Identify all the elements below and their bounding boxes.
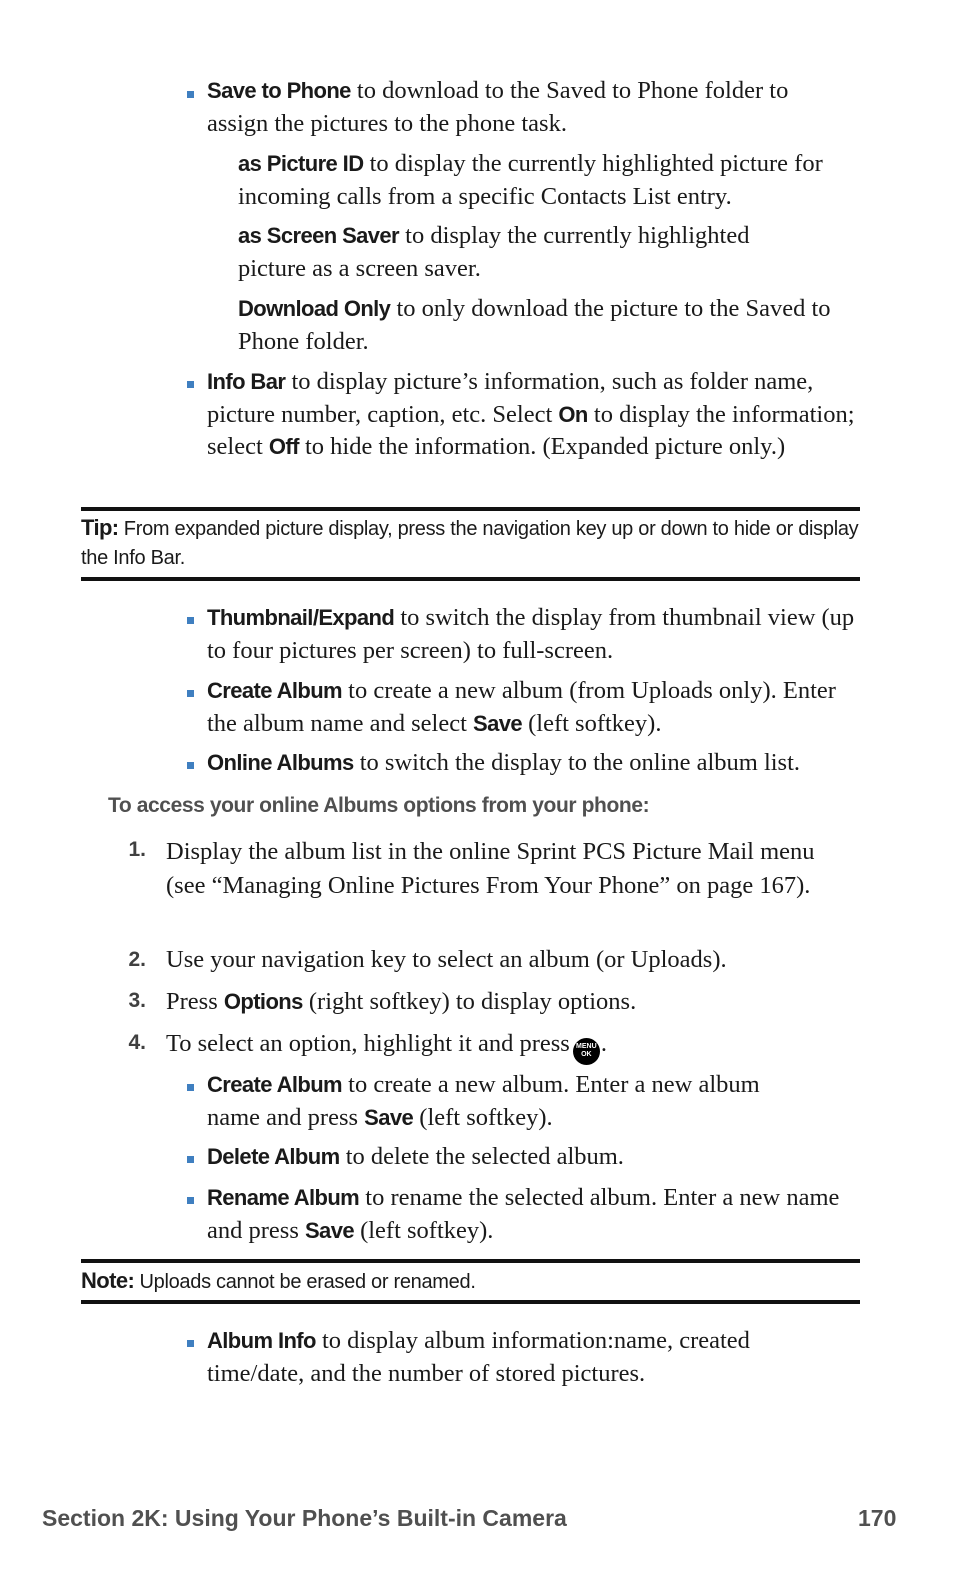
options-softkey-label: Options bbox=[223, 989, 303, 1014]
step-number: 4. bbox=[128, 1031, 146, 1054]
option-text: to switch the display to the online album list. bbox=[359, 749, 801, 776]
option-download-only bbox=[238, 293, 863, 358]
step-1: Display the album list in the online Sprint PCS Picture Mail menu (see “Managing Online Pictures From Your Phone” on page 167). bbox=[166, 838, 815, 899]
section-heading: To access your online Albums options from your phone: bbox=[108, 794, 650, 817]
bullet-icon bbox=[187, 690, 194, 697]
step-4 bbox=[166, 1028, 866, 1065]
bullet-icon bbox=[187, 1084, 194, 1091]
option-info-bar bbox=[207, 366, 857, 464]
option-create-album-online bbox=[207, 1069, 817, 1134]
tip-label: Tip: bbox=[81, 515, 119, 540]
option-thumbnail-expand bbox=[207, 602, 867, 667]
option-label: Album Info bbox=[207, 1328, 316, 1353]
option-album-info bbox=[207, 1325, 837, 1390]
option-label: as Screen Saver bbox=[238, 223, 400, 248]
tip-callout bbox=[81, 513, 861, 573]
option-text: (left softkey). bbox=[360, 1216, 494, 1244]
on-label: On bbox=[558, 401, 588, 427]
option-text: to create a new album (from Uploads only). Enter the album name and select bbox=[207, 677, 836, 737]
option-save-to-phone bbox=[207, 75, 847, 140]
option-text: to display picture’s information, such as folder name, picture number, caption, etc. Select bbox=[207, 368, 814, 428]
option-label: Save to Phone bbox=[207, 78, 351, 103]
save-softkey-label: Save bbox=[473, 710, 522, 736]
option-text: to only download the picture to the Saved to Phone folder. bbox=[238, 295, 831, 355]
option-text: to display the information; select bbox=[207, 400, 855, 460]
note-bottom-rule bbox=[81, 1300, 860, 1304]
bullet-icon bbox=[187, 762, 194, 769]
option-text: to delete the selected album. bbox=[345, 1143, 624, 1170]
option-create-album bbox=[207, 675, 847, 740]
menu-ok-key-icon bbox=[573, 1038, 600, 1065]
step-text: (right softkey) to display options. bbox=[308, 988, 637, 1015]
option-label: as Picture ID bbox=[238, 151, 364, 176]
option-online-albums bbox=[207, 747, 907, 780]
step-number: 1. bbox=[128, 838, 146, 861]
option-text: to create a new album. Enter a new album name and press bbox=[207, 1071, 760, 1131]
tip-top-rule bbox=[81, 507, 860, 511]
note-label: Note: bbox=[81, 1268, 135, 1293]
option-delete-album bbox=[207, 1141, 847, 1174]
option-label: Online Albums bbox=[207, 750, 354, 775]
menu-ok-line: OK bbox=[581, 1051, 592, 1058]
bullet-icon bbox=[187, 617, 194, 624]
step-text: Press bbox=[166, 988, 218, 1015]
note-top-rule bbox=[81, 1259, 860, 1263]
step-text: . bbox=[600, 1030, 607, 1057]
bullet-icon bbox=[187, 1197, 194, 1204]
option-label: Create Album bbox=[207, 678, 343, 703]
option-label: Download Only bbox=[238, 296, 391, 321]
note-callout bbox=[81, 1266, 861, 1297]
option-text: to display album information:name, created time/date, and the number of stored pictures. bbox=[207, 1327, 750, 1387]
footer-section-title: Section 2K: Using Your Phone’s Built-in Camera bbox=[42, 1505, 567, 1531]
menu-ok-line: MENU bbox=[576, 1043, 597, 1050]
tip-text: From expanded picture display, press the navigation key up or down to hide or display the Info Bar. bbox=[81, 518, 859, 569]
option-text: to download to the Saved to Phone folder to assign the pictures to the phone task. bbox=[207, 77, 789, 137]
off-label: Off bbox=[268, 434, 299, 459]
option-label: Rename Album bbox=[207, 1185, 360, 1210]
step-2: Use your navigation key to select an album (or Uploads). bbox=[166, 946, 727, 973]
option-text: (left softkey). bbox=[419, 1103, 553, 1131]
option-text: to switch the display from thumbnail view (up to four pictures per screen) to full-screen. bbox=[207, 604, 855, 664]
option-label: Delete Album bbox=[207, 1144, 340, 1169]
option-text: to display the currently highlighted picture as a screen saver. bbox=[238, 222, 750, 282]
step-number: 3. bbox=[128, 989, 146, 1012]
option-text: to display the currently highlighted picture for incoming calls from a specific Contacts List entry. bbox=[238, 150, 823, 210]
bullet-icon bbox=[187, 1340, 194, 1347]
tip-bottom-rule bbox=[81, 577, 860, 581]
note-text: Uploads cannot be erased or renamed. bbox=[139, 1271, 476, 1293]
save-softkey-label: Save bbox=[304, 1217, 354, 1243]
footer-page-number: 170 bbox=[858, 1505, 897, 1531]
option-text: to rename the selected album. Enter a new name and press bbox=[207, 1184, 840, 1244]
option-label: Thumbnail/Expand bbox=[207, 605, 395, 630]
option-text: (left softkey). bbox=[528, 709, 662, 737]
bullet-icon bbox=[187, 1156, 194, 1163]
save-softkey-label: Save bbox=[364, 1104, 414, 1130]
bullet-icon bbox=[187, 91, 194, 98]
option-as-screen-saver bbox=[238, 220, 818, 285]
option-rename-album bbox=[207, 1182, 847, 1247]
step-text: To select an option, highlight it and press bbox=[166, 1030, 570, 1057]
option-label: Create Album bbox=[207, 1072, 343, 1097]
step-3 bbox=[166, 986, 866, 1019]
option-as-picture-id bbox=[238, 148, 848, 213]
step-number: 2. bbox=[128, 948, 146, 971]
option-label: Info Bar bbox=[207, 369, 286, 394]
bullet-icon bbox=[187, 381, 194, 388]
option-text: to hide the information. (Expanded picture only.) bbox=[305, 433, 786, 460]
